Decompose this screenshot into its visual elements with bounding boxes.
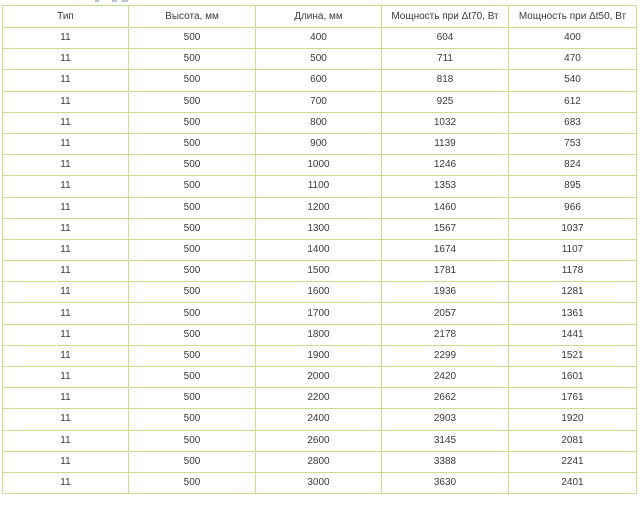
cell-power-dt50: 1361 bbox=[509, 303, 637, 324]
cell-power-dt70: 711 bbox=[382, 49, 509, 70]
cell-type: 11 bbox=[3, 155, 129, 176]
cell-type: 11 bbox=[3, 239, 129, 260]
cell-power-dt70: 604 bbox=[382, 28, 509, 49]
cell-power-dt70: 2662 bbox=[382, 388, 509, 409]
cell-length: 900 bbox=[256, 133, 382, 154]
cell-height: 500 bbox=[129, 451, 256, 472]
table-row bbox=[3, 261, 637, 282]
cell-power-dt70: 2057 bbox=[382, 303, 509, 324]
table-row bbox=[3, 176, 637, 197]
cell-power-dt70: 3388 bbox=[382, 451, 509, 472]
table-row bbox=[3, 472, 637, 493]
cell-power-dt50: 470 bbox=[509, 49, 637, 70]
cell-type: 11 bbox=[3, 282, 129, 303]
cell-power-dt70: 2178 bbox=[382, 324, 509, 345]
cell-length: 2400 bbox=[256, 409, 382, 430]
cell-power-dt50: 1441 bbox=[509, 324, 637, 345]
clipped-glyph bbox=[122, 0, 128, 2]
table-row bbox=[3, 282, 637, 303]
cell-type: 11 bbox=[3, 49, 129, 70]
cell-type: 11 bbox=[3, 261, 129, 282]
cell-height: 500 bbox=[129, 112, 256, 133]
cell-type: 11 bbox=[3, 345, 129, 366]
cell-type: 11 bbox=[3, 133, 129, 154]
cell-length: 1700 bbox=[256, 303, 382, 324]
table-body bbox=[3, 28, 637, 494]
cell-type: 11 bbox=[3, 451, 129, 472]
cell-length: 2200 bbox=[256, 388, 382, 409]
cell-power-dt50: 1178 bbox=[509, 261, 637, 282]
cell-length: 1100 bbox=[256, 176, 382, 197]
cell-type: 11 bbox=[3, 91, 129, 112]
cell-height: 500 bbox=[129, 472, 256, 493]
cell-power-dt50: 1281 bbox=[509, 282, 637, 303]
cell-power-dt50: 1601 bbox=[509, 367, 637, 388]
cell-height: 500 bbox=[129, 70, 256, 91]
header-row bbox=[3, 6, 637, 28]
cell-power-dt50: 400 bbox=[509, 28, 637, 49]
cell-power-dt50: 1037 bbox=[509, 218, 637, 239]
cell-power-dt70: 2903 bbox=[382, 409, 509, 430]
cell-height: 500 bbox=[129, 218, 256, 239]
cell-power-dt50: 540 bbox=[509, 70, 637, 91]
cell-height: 500 bbox=[129, 409, 256, 430]
cell-height: 500 bbox=[129, 91, 256, 112]
cell-power-dt50: 612 bbox=[509, 91, 637, 112]
cell-power-dt50: 2081 bbox=[509, 430, 637, 451]
cell-power-dt70: 1246 bbox=[382, 155, 509, 176]
cell-length: 2000 bbox=[256, 367, 382, 388]
cell-power-dt50: 895 bbox=[509, 176, 637, 197]
table-row bbox=[3, 324, 637, 345]
cell-type: 11 bbox=[3, 409, 129, 430]
cell-type: 11 bbox=[3, 70, 129, 91]
cell-height: 500 bbox=[129, 388, 256, 409]
cell-height: 500 bbox=[129, 324, 256, 345]
cell-height: 500 bbox=[129, 28, 256, 49]
cell-power-dt70: 3145 bbox=[382, 430, 509, 451]
header-length: Длина, мм bbox=[256, 6, 382, 28]
cell-length: 1000 bbox=[256, 155, 382, 176]
cell-length: 1400 bbox=[256, 239, 382, 260]
cell-type: 11 bbox=[3, 324, 129, 345]
table-row bbox=[3, 451, 637, 472]
cell-power-dt50: 753 bbox=[509, 133, 637, 154]
cell-length: 1800 bbox=[256, 324, 382, 345]
header-height: Высота, мм bbox=[129, 6, 256, 28]
cell-type: 11 bbox=[3, 430, 129, 451]
table-row bbox=[3, 409, 637, 430]
cell-type: 11 bbox=[3, 197, 129, 218]
header-power-dt50: Мощность при Δt50, Вт bbox=[509, 6, 637, 28]
cell-height: 500 bbox=[129, 176, 256, 197]
cell-power-dt70: 1460 bbox=[382, 197, 509, 218]
cell-length: 1900 bbox=[256, 345, 382, 366]
cell-length: 700 bbox=[256, 91, 382, 112]
cell-type: 11 bbox=[3, 112, 129, 133]
cell-power-dt50: 1761 bbox=[509, 388, 637, 409]
table-row bbox=[3, 155, 637, 176]
cell-height: 500 bbox=[129, 197, 256, 218]
cell-height: 500 bbox=[129, 345, 256, 366]
cell-type: 11 bbox=[3, 367, 129, 388]
table-row bbox=[3, 28, 637, 49]
cell-power-dt50: 824 bbox=[509, 155, 637, 176]
table-row bbox=[3, 133, 637, 154]
cell-power-dt70: 1353 bbox=[382, 176, 509, 197]
cell-power-dt70: 1781 bbox=[382, 261, 509, 282]
table-row bbox=[3, 49, 637, 70]
cell-power-dt50: 2401 bbox=[509, 472, 637, 493]
cell-length: 400 bbox=[256, 28, 382, 49]
cell-length: 1600 bbox=[256, 282, 382, 303]
table-row bbox=[3, 367, 637, 388]
cell-power-dt70: 1567 bbox=[382, 218, 509, 239]
table-row bbox=[3, 197, 637, 218]
cell-power-dt70: 2299 bbox=[382, 345, 509, 366]
cell-height: 500 bbox=[129, 239, 256, 260]
table-row bbox=[3, 112, 637, 133]
cell-power-dt70: 925 bbox=[382, 91, 509, 112]
header-type: Тип bbox=[3, 6, 129, 28]
cell-type: 11 bbox=[3, 472, 129, 493]
table-row bbox=[3, 430, 637, 451]
cell-power-dt70: 818 bbox=[382, 70, 509, 91]
cell-power-dt70: 1139 bbox=[382, 133, 509, 154]
table-row bbox=[3, 70, 637, 91]
cell-height: 500 bbox=[129, 261, 256, 282]
table-row bbox=[3, 239, 637, 260]
cell-length: 500 bbox=[256, 49, 382, 70]
table-row bbox=[3, 303, 637, 324]
cell-power-dt70: 1032 bbox=[382, 112, 509, 133]
cell-height: 500 bbox=[129, 282, 256, 303]
cell-type: 11 bbox=[3, 388, 129, 409]
cell-type: 11 bbox=[3, 303, 129, 324]
header-power-dt70: Мощность при Δt70, Вт bbox=[382, 6, 509, 28]
cell-height: 500 bbox=[129, 303, 256, 324]
table-row bbox=[3, 388, 637, 409]
cell-type: 11 bbox=[3, 176, 129, 197]
table-row bbox=[3, 345, 637, 366]
cell-power-dt50: 683 bbox=[509, 112, 637, 133]
cell-length: 2800 bbox=[256, 451, 382, 472]
cell-height: 500 bbox=[129, 155, 256, 176]
cell-length: 1300 bbox=[256, 218, 382, 239]
table-header bbox=[3, 6, 637, 28]
clipped-glyph bbox=[112, 0, 117, 2]
cell-height: 500 bbox=[129, 49, 256, 70]
cell-power-dt70: 3630 bbox=[382, 472, 509, 493]
cell-length: 2600 bbox=[256, 430, 382, 451]
cell-height: 500 bbox=[129, 367, 256, 388]
radiator-specs-table bbox=[2, 5, 637, 494]
cell-power-dt50: 1107 bbox=[509, 239, 637, 260]
cell-power-dt70: 1936 bbox=[382, 282, 509, 303]
cell-length: 1200 bbox=[256, 197, 382, 218]
cell-height: 500 bbox=[129, 430, 256, 451]
cell-length: 1500 bbox=[256, 261, 382, 282]
cell-height: 500 bbox=[129, 133, 256, 154]
table-row bbox=[3, 91, 637, 112]
clipped-glyph bbox=[95, 0, 99, 2]
cell-type: 11 bbox=[3, 218, 129, 239]
cell-type: 11 bbox=[3, 28, 129, 49]
table-row bbox=[3, 218, 637, 239]
cell-power-dt50: 1521 bbox=[509, 345, 637, 366]
cell-power-dt70: 2420 bbox=[382, 367, 509, 388]
cell-power-dt50: 2241 bbox=[509, 451, 637, 472]
cell-length: 3000 bbox=[256, 472, 382, 493]
cell-power-dt70: 1674 bbox=[382, 239, 509, 260]
cell-length: 800 bbox=[256, 112, 382, 133]
cell-power-dt50: 966 bbox=[509, 197, 637, 218]
cell-power-dt50: 1920 bbox=[509, 409, 637, 430]
cell-length: 600 bbox=[256, 70, 382, 91]
